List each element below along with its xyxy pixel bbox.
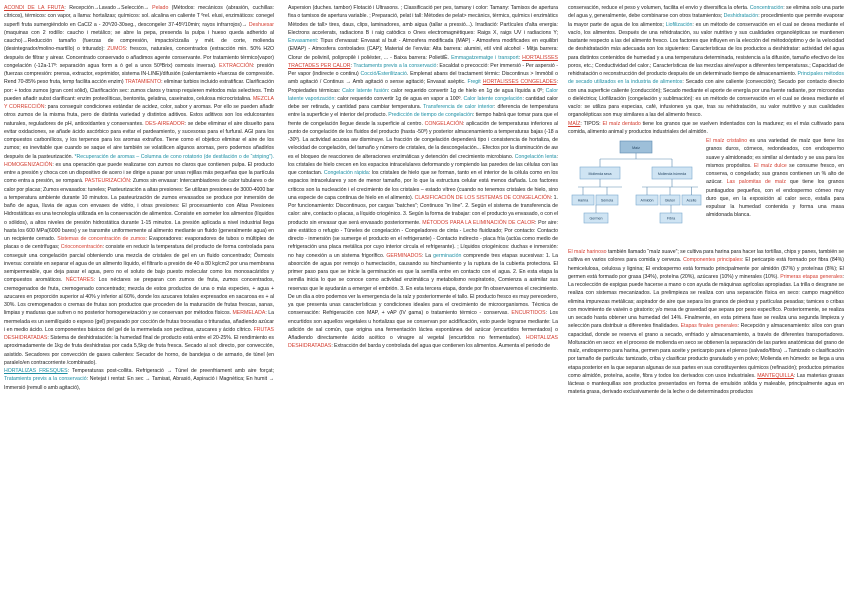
text: : Zumos sin envasar: Intercambiadores de calor tubulares o de calor por placas; Zumos envasados: tuneles; Pasteurización a altas presiones: Se utilizan presiones de 3000-4000 bar a temperatura ambiente durante 10 minutos. La pasteurización de zumos envasados se produce por inmersión de baño de agua, lluvia de agua con envases de vidrio, i otras presiones: El procesamiento con Altas Presiones Hidrostáticas es una tecnología utilizada en la conservación de alimentos. Consiste en someter los alimentos (líquidos o sólidos), a altos niveles de presión hidrostática durante 1-15 minutos. La presión aplicada a nivel industrial llega hasta los 600 MPa(6000 bares) y se transmite uniformemente al alimento mediante un fluido (generalmente agua) en un recipiente cerrado. xyxy=(4,178,274,242)
heading-maiz: MAÍZ xyxy=(568,120,581,127)
heading-tractaments-previs: Tractaments previs a la conservació xyxy=(353,62,437,69)
text: : Los encurtidos son aquellos vegetales u hortalizas que se conservan por acidificación, esto puede lograrse mediante: La adición de sal común, que origina una fermentación láctea espontánea del azúcar (encurtidos fermentados) o Añadiendo directamente ácido acético o vinagre al vegetal (encurtidos no fermentados). xyxy=(288,310,558,341)
text: (maquinas con 2 rodillo: caucho i metálico; se abre la pepa, presenda la pulpa i hueso queda adherido al caucho) xyxy=(4,29,274,44)
heading-hortalisses-calor: HORTALISSES TRACTADES PER CALOR xyxy=(288,54,559,69)
heading-acondicionamiento: ACONDI DE LA FRUTA xyxy=(4,5,65,11)
text: Tamisat, Abrasió, Aspiració i Magnètica; En humit xyxy=(152,376,269,383)
heading-pasteurizacion: PASTEURIZACIÓN xyxy=(84,178,130,185)
text: Aspersion (duches. tambor) Flotació i Ultrasons. ; Classificació per pes, tamany i color: Tamany: Tamisos de apertura fixa o tamisos de apertura variable. ; Preparació, pelat i tall: Mètodes de pelat> mecànics, tèrmics, químics i enzimàtics Mètodes de tall> tires, daus, clips, laminadores, amb aigua (tallar a pressió...). Irradiació: Partícules d'alta energia: Electrons accelerats, radiacions B i raig catòdics o Ones electromagnètiques: Raigs X, raigs UV i radiacions Y; xyxy=(288,5,558,36)
heading-zumos: ZUMOS xyxy=(107,46,126,53)
diagram-label: Harina xyxy=(577,198,589,203)
heading-emmagatzematge: Emmagatzematge i transport xyxy=(451,54,519,61)
col3-paragraph-2 xyxy=(568,248,844,397)
heading-componentes: Componentes principales xyxy=(683,257,742,264)
corn-process-diagram xyxy=(570,139,702,243)
arrow-glyph: → xyxy=(345,79,351,86)
text: : La mermelada es un semilíquido o espeso (gel) preparado por cocción de frutas troceadas o trituradas, añadiendo azúcar i en medio ácido. Los componentes básicos del gel de la mermelada son pectinas, azucares y ácido cítrico. xyxy=(4,310,275,333)
heading-maiz-harinoso: El maíz harinoso xyxy=(568,249,607,255)
text: : calor requerido convertir 1g de hielo en 1g de agua líquida a 0º; xyxy=(387,87,546,94)
text: : TIPOS: xyxy=(580,120,603,127)
text: : xyxy=(350,62,354,69)
text: : consiste en reducir la temperatura del producto de forma controlada para conseguir una congelación parcial obteniendo una mezcla de cristales de gel en un fluido concentrado; Ósmosis inversa: consiste en separar el agua de un alimento líquido, el filtrarlo a presión de 40 a 80 kg/cm2 por una membrana semipermeable, que deja pasar el agua, pero no el soluto de bajo puesto molecular como los monosacáridos y compuestos aromáticos. xyxy=(4,244,274,284)
heading-calor-latente-vaporizacion: Calor latente vaporización xyxy=(288,87,559,102)
arrow-glyph: → xyxy=(268,376,274,383)
col3-paragraph xyxy=(568,4,844,120)
heading-hortalizas-frescas: HORTALIZAS FRESQUES xyxy=(4,368,68,374)
text: conservación, reduce el peso y volumen, facilita el envío y diversifica la oferta. xyxy=(568,5,750,11)
column-3 xyxy=(568,4,844,397)
text: : Recepción y almacenamiento: silos con gran capacidad, donde se reserva el grano a secado, enfriado y almacenamiento, a través de diferentes transportadores. Molturación en seco: en el proceso de molienda en seco se obtienen la separación de las partes anatómicas del grano de maíz, endospermo para harina, germen para aceite y pericarpio para el pienso (salvado/fibra) xyxy=(568,323,844,354)
heading-tratamiento: TRATAMIENTO xyxy=(124,79,162,86)
heading-calor-latente-congelacion: Calor latente congelación xyxy=(463,95,523,102)
heading-metodos-eliminacion: MÉTODOS PARA LA ELIMINACIÓN DE CALOR xyxy=(422,219,536,226)
arrow-glyph: → xyxy=(241,21,247,28)
text: : Netejat i rentat: En sec xyxy=(86,376,146,383)
text: : 1. Por funcionamiento: Discontinuos, por cargas “batches”; Continuos “in line”. 2. Según el sistema de transferencia de calor: aire, contacto o placas, a líquido criogénico. 3. Según la forma de trabajar: con el producto ya envasado, o con el producto sin envasar que será envasado posteriormente. xyxy=(288,194,558,226)
arrow-glyph: → xyxy=(22,38,28,44)
heading-congelacion-rapida: Congelación rápida xyxy=(323,170,369,176)
text: comprende tres etapas sucesivas: 1. La absorción de agua por remojo o humectación, causando su hinchamiento y la ruptura de la cubierta protectora. El primer paso para que se inicie la germinación es que la semilla entre en contacto con el agua. 2. En esta etapa la semilla inicia lo que se conoce como actividad enzimática y metabolismo respiratorio, Comienza a asimilar sus reservas que le ayudarán a emerger el embrión. 3. En esta tercera etapa, donde por fin observaremos el crecimiento. De un día a otro podemos ver la emergencia de la raíz y posteriormente el tallo. El producto fresco es muy perecedero, ya que presenta unas características y condiciones ideales para el crecimiento de microorganismos. Técnica de conservación: Refrigeración con MAP, + vAP (IV gama) o tratamiento térmico - conservas. xyxy=(288,252,558,317)
text: (Métodos: mecánicos (abrasión, cuchillas: cítricos), térmicos: con vapor, a llama: hortalizas; químicos: sol. alcalina en caliente T ºrel. elusi, enzimáticos: conegel superfi fruta sumergiéndolo en CaCl2 a - 20º/20-30seg., descongeler 37-45º/10min; rayos infrarrojos) xyxy=(4,5,274,28)
heading-maiz-cristalino: El maíz cristalino xyxy=(706,138,748,144)
arrow-glyph: → xyxy=(145,376,151,383)
text: : cantidad calor debe ser retirada, y cantidad para cambiar temperatura. xyxy=(288,95,558,110)
heading-clasificacion-sistemas: CLASIFICACIÓN DE LOS SISTEMAS DE CONGELACIÓN xyxy=(414,194,551,201)
text: : Las materias grasas lácteas o mantequillas son productos presentados en forma de emulsión sólida y maleable, principalmente agua en materia grasa, derivado exclusivamente de la leche o de determinados productos xyxy=(568,372,844,396)
text: : eliminar turbios incluido estratificar. Clarificación por: + todos zumos (gran cont sólid), Clarificación sec: zumos claros y transp requieren métodos más selectivos. Tmb pueden añadir subst clarificant: enzim proteolíticas, bentonita, gelatina, caseinatos, celulosa microcristalina. xyxy=(4,79,274,102)
text: : Secado con aire caliente (convección); Secado por contacto directo con una superficie caliente (conducción); Secado mediante el aporte de energía por una fuente radiante, por microondas o dieléctrica; Liofilización (congelación y sublimación): es un método de conservación en el cual se desea mediante el vacío: se utiliza para especias, café, infusiones ya que, tras su rehidratación, su valor nutritivo y sus cualidades organolépticas son muy similares a las del alimento fresco. xyxy=(568,79,844,119)
text: es una variedad de maíz que tiene los granos duros, córneos, redondeados, con endospermo suave y almidonado; es similar al dentado y se usa para los mismos propósitos. xyxy=(706,138,844,169)
heading-maiz-dulce: El maíz dulce xyxy=(753,162,787,169)
diagram-label: Maíz xyxy=(632,146,640,150)
text: : Evaporadores: evaporadores de tubos o múltiples de placas o de centrífugas; xyxy=(4,236,274,251)
col2-paragraph xyxy=(288,4,558,351)
text: : los cristales de hielo crecen en los espacios intracelulares deformando y rompiendo las paredes de las células con las que contactan. xyxy=(288,153,558,176)
diagram-label: Sémola xyxy=(600,198,614,203)
heading-palomitas: Las palomitas de maíz xyxy=(726,179,786,186)
text: Amb agitació o sense agitació; Envasat asèptic. xyxy=(352,79,468,86)
heading-mantequilla: MANTEQUILLA xyxy=(757,372,794,379)
heading-tratamientos-previos: Tratamients previs a la conservació xyxy=(4,376,87,383)
heading-crioconcentracion: Crioconcentración xyxy=(60,244,103,251)
text: : Temperaturas post-collita. Refrigeració xyxy=(67,368,167,374)
text: : para conseguir condiciones estándar de acidez, color, sabor y aromas. Por ello se pueden añadir otros zumos de la misma fruta, pero de distinta variedad y distintos aditivos. Estos aditivos son los edulcorantes naturales, reguladores de pH, antioxidantes y conservantes. xyxy=(4,104,274,127)
heading-sistemas-concentracion: Sistemas de concentración de zumos xyxy=(57,236,146,242)
heading-calor-latente-fusion: Calor latente fusión xyxy=(342,87,388,94)
text: : Sistema de deshidratación: la humedad final de producto está entre el 20-25%. El rendimiento es aproximadamente de 1kg de fruta deshidratas por cada 5,5kg de fruta fresca. Secado al sol: directo, por convección, asistido. Secadores por convección de gases calientes: Secador de horno, de bandejas o de armario, de túnel (en paralelo/en contracorriente /combinado). xyxy=(4,335,274,366)
text: : calor requerido convertir 1g de agua en vapor a 100º. xyxy=(334,95,464,102)
heading-fregit: Fregit xyxy=(467,79,481,86)
text: : se debe eliminar el aire disuelto para evitar oxidaciones, se añade ácido ascórbico para evitar el pardeamiento, y sucesoras para el furfural. AGI para los compuestos carbonílicos, y los terpenos para los aromas extraños. Tiene como el objetico eliminar el aire de los zumos; es inevitable que cuando se saque el aire también se volatilicen algunos aromas, pero podemos añadirlos después de la pasteurización. xyxy=(4,120,274,160)
text: : Extracción del barda y controlada del agua que contienen los alimentos. Aumenta el periodo de xyxy=(331,343,551,350)
text: : Los néctares se preparan con zumos de fruta, zumos concentrados, cremogenados de fruta, cremogenado concentrado; mezcla de estos productos de una o más especies, + agua + azucares en proporción superior al 40% y inferior al 60%, donde los azucares totales expresados en sacarosa es + al 30%. Los cremogenados o cremas de frutas son productos que proceden de la maturación de frutas frescas, sanas, limpias y maduras que sufren o no posterior homogeneización y se conservan por métodos físicos. xyxy=(4,277,274,317)
diagram-label: Gluten xyxy=(664,198,676,203)
col1-paragraph-2 xyxy=(4,367,274,392)
diagram-label: Germen xyxy=(589,216,603,221)
heading-maiz-dentado: El maíz dentado xyxy=(602,120,641,127)
text: Túnel de preenfriament amb aire forçat; xyxy=(175,368,274,374)
diagram-label: Fibra xyxy=(666,216,676,221)
heading-mezcla: MEZCLA Y CORRECCIÓN xyxy=(4,95,274,110)
heading-congelacion-lenta: Congelación lenta xyxy=(514,153,557,160)
text: también llamado “maíz suave”; se cultiva para harina para hacer las tortillas, chips y panes, también se cultiva en varios colores para comida y cerveza. xyxy=(568,249,844,264)
text: : es una operación que puede realizarse con zumos no claros que contienen pulpa. El producto entre a presión y choca con un dispositivo de acero i se dirige a pasar por unas rejillas más pequeñas que la partícula como entra a presión, se rompará. xyxy=(4,161,274,185)
heading-prediccion-tiempo: Predicción de tiempo de congelación xyxy=(388,112,473,119)
text: : Por aire: aire estático o refugio - Túneles de congelación - Congeladores de cinta - Lecho fluidizado; Por contacto: Contacto directo - inmersión (se sumerge el producto en el refrigerante) - Contacto indirecto - placa fría (actúa como medio de refrigeración una placa metálica por cuyo interior circula el refrigerante). ; Líquidos criogénicos: duchas e inmersión: no hay conexión a un sistema frigorífico. xyxy=(288,219,558,259)
figure-side-text xyxy=(706,137,844,220)
heading-germinacion: germinación xyxy=(433,252,462,259)
heading-mermelada: MERMELADA xyxy=(232,310,266,317)
text: : La recolección de espigas puede hacerse a mano o con ayuda de máquinas agrícolas apropiadas. La trilla o desgrane se realiza con sistemas mecanizados. La prelimpieza se realiza con una separación física en seco: campo magnético elimina impurezas metálicas; aspirador de aire que separa los granos de piedras y partículas pesadas; tamices o cribas con movimiento de vaivén o giratorio; y/o mesa de gravedad que separa por peso específico. Posteriormente, se realiza un secado hasta obtener una humedad del 14%. Finalmente, en esta primera fase se realiza una segunda limpieza y selección para distribuir a diferentes finalidades. xyxy=(568,273,844,330)
text: : El pericarpio está formado por fibra (84%) hemicelulosa, celulosa y lignina; El endospermo está formado principalmente por almidón (87%) y proteínas (8%); El germen está formado por grasa (34%), proteína (20%), azúcares (10%) y minerales (10%). xyxy=(568,257,844,280)
heading-extraccion: EXTRACCIÓN xyxy=(218,62,253,69)
text: Selección xyxy=(121,5,144,11)
column-1 xyxy=(4,4,274,392)
column-2 xyxy=(288,4,558,351)
text: : presión (fuerzas compresión: prensa, extractor, exprimidor, sistema IN-LINE)/difusión (calentamiento +fuerzas de compresión. Rend 70-85% peso fruta, temp facilita acción enzim) xyxy=(4,62,274,86)
text: Immersió (remull o amb agitació), xyxy=(4,384,81,391)
heading-recuperacion-aromas: *Recuperación de aromas – Columna de cono rotatorio (de destilación o de “striping”). xyxy=(74,153,274,160)
text: : La xyxy=(421,252,434,259)
text: : aplicación de temperaturas inferiores al punto de congelación de los fluidos del producto (hasta -50º) y posterior almacenamiento a temperaturas bajas (-18 a -30º). La actividad acuosa aw disminuye. La fracción de congelación dependerá tipo i consistencia de hortaliza, de velocidad de congelación, del tamaño y número de cristales, de la descongelación... Efectos por la disminución de aw es el bloqueo de reacciones de alteraciones enzimáticas y detención del crecimiento microbiano. xyxy=(288,120,558,160)
text: : diferencia de temperatura entre la superficie y el interior del producto. xyxy=(288,104,558,119)
heading-etapas-finales: Etapas finales generales xyxy=(680,323,738,330)
text: tiene los granos que se vuelven indentados con la madurez; es el más cultivado para comida, alimento animal y productos industriales del almidón. xyxy=(568,120,844,135)
text: Lavado xyxy=(98,5,116,11)
arrow-glyph: → xyxy=(783,348,789,354)
heading-encurtidos: ENCURTIDOS xyxy=(511,310,546,317)
arrow-glyph: → xyxy=(115,5,122,11)
diagram-label: Almidón xyxy=(640,198,654,203)
heading-deshuesar: Deshuesar xyxy=(248,21,274,28)
text: : Tipus d'envasat: Envasat al buit - Atmosfera modificada (MAP) - Atmosfera modificades en equilibri (EMAP) - Atmosfera controlades (CAP); Material de l'envàs: Alta barrera: alumini, etil vinil alcohol - Mitja barrera: Clorur de polivinil, polipropilè i poliéster, ... - Baixa barrera: PolietilÈ. xyxy=(288,38,558,61)
text: Tamizado o clasificación por tamaño de partícula: tamizado, criba y clasificar producto granulado y en polvo; Molienda en húmedo: se llega a una etapa posterior en la que separan algunas de sus partes en sus constituyentes químicos (refinación); productos primarios como almidón, proteína, aceite, fibra y todos los derivados con usos industriales. xyxy=(568,348,844,379)
text: . Emplenat abans del tractament tèrmic: Discontinus > Immòbil o amb agitació / Continus xyxy=(288,71,558,86)
diagram-label: Molienda húmeda xyxy=(657,172,687,176)
text: : Propiedades térmicas: xyxy=(288,79,559,94)
text: : se elimina solo una parte del agua y, generalmente, debe combinarse con otros tratamientos; xyxy=(568,5,844,20)
text: : es un método de conservación en el cual se desea mediante el vacío, los alimentos. Después de una rehidratación, su valor nutritivo y sus cualidades organolépticas se mantienen bastante respecto a las del alimento fresco. Los factores que influyen en la elección del métodoóptimo y de la velocidad de deshidratación más adecuada son los siguientes: Características de los productos a deshidratar: actividad del agua para distintos contenidos de humedad y a una temperatura determinada, resistencia a la difusión, tamaño efectivo de los poros, etc.; Conductividad del calor.; Características de las mezclas aire/vapor a diferentes temperaturas.; Capacidad de rehidratación o reconstrucción del producto después de un determinado tiempo de almacenamiento. xyxy=(568,21,844,77)
heading-pelado: Pelado xyxy=(152,5,169,11)
heading-deshidratacion: Deshidratación xyxy=(723,13,759,20)
text: Reducción tamaño (fuerzas de compresión, impacto/cizalla y mét. de corte, molienda (desintegrador/molino-martillo) o triturado): xyxy=(4,38,274,53)
heading-frutas-deshidratadas: FRUTAS DESHIDRATADAS xyxy=(4,326,274,341)
arrow-glyph: → xyxy=(143,5,149,11)
heading-congelacion: CONGELACIÓN xyxy=(424,120,463,127)
heading-coccio: Cocció/Esterilització xyxy=(360,71,407,77)
figure-block xyxy=(568,137,844,247)
col3-paragraph-maiz xyxy=(568,120,844,137)
text: : procedimiento que permite evaporar la mayor parte de agua de los alimentos; xyxy=(568,13,844,28)
heading-nectares: NÉCTARES xyxy=(65,277,94,284)
heading-homogenizacion: HOMOGENIZACIÓN xyxy=(4,161,53,168)
text: : Recepción xyxy=(64,5,94,11)
heading-germinados: GERMINADOS xyxy=(386,252,422,259)
text: : los cristales de hielo que se forman, tanto en el interior de la célula como en los espacios intracelulares y son de menor tamaño, por lo que la estructura celular está menos dañada. Los factores críticos son la nucleación i el crecimiento de los cristales – estado vítreo (cuando no tenemos cristales de hielo, sino una especie de capa continua de hielo en el alimento). xyxy=(288,170,558,201)
diagram-label: Aceite xyxy=(686,198,697,203)
heading-envasament: Envasament xyxy=(288,38,317,44)
text: se consume fresco, en conserva, o congelado; sus granos contienen un % alto de azúcar. xyxy=(706,162,844,186)
heading-transferencia-calor: Transferencia de calor interior xyxy=(423,104,494,110)
heading-principales-metodos: Principales métodos de secado utilizados en la industria de alimentos xyxy=(568,71,844,86)
text: : frescos, naturales, concentrados (extracción min. 50% H2O después de filtrar y airear. Concentrado conservado o añadimos agente conservante. Por tratamiento térmico(vapor) congelación (-12a-17º: separación agua form a ó gel a unos 50ºBrix) osmosis inversa). xyxy=(4,46,275,69)
text: : xyxy=(518,54,523,61)
diagram-label: Molienda seca xyxy=(588,172,612,176)
heading-desaireacion: DES-AIREADOR xyxy=(145,120,185,127)
arrow-glyph: → xyxy=(93,5,99,11)
text: que tiene los granos puntiagudos pequeños, con el endospermo córneo muy duro que, en la exposición al calor seco, estalla para expulsar la humedad contenida y forma una masa almidonada blanca. xyxy=(706,179,844,219)
heading-concentracion: Concentración xyxy=(749,5,784,11)
heading-hortalisses-congelades: HORTALISSES CONGELADES xyxy=(482,79,557,86)
text: : Escaldat o precocció: Per immersió - Per aspersió - Per vapor (indirecte o continu) xyxy=(288,62,558,77)
heading-liofilizacion: Liofilización xyxy=(665,21,693,28)
heading-hortalizas-deshidratadas: HORTALIZAS DESHIDRATADAS xyxy=(288,335,558,350)
text: : tiempo habrá que tomar para que el frente de congelación llegue desde la superficie al centro. xyxy=(288,112,558,127)
heading-primeras-etapas: Primeras etapas generales xyxy=(780,273,843,280)
arrow-glyph: → xyxy=(166,368,173,374)
col1-paragraph xyxy=(4,4,274,367)
